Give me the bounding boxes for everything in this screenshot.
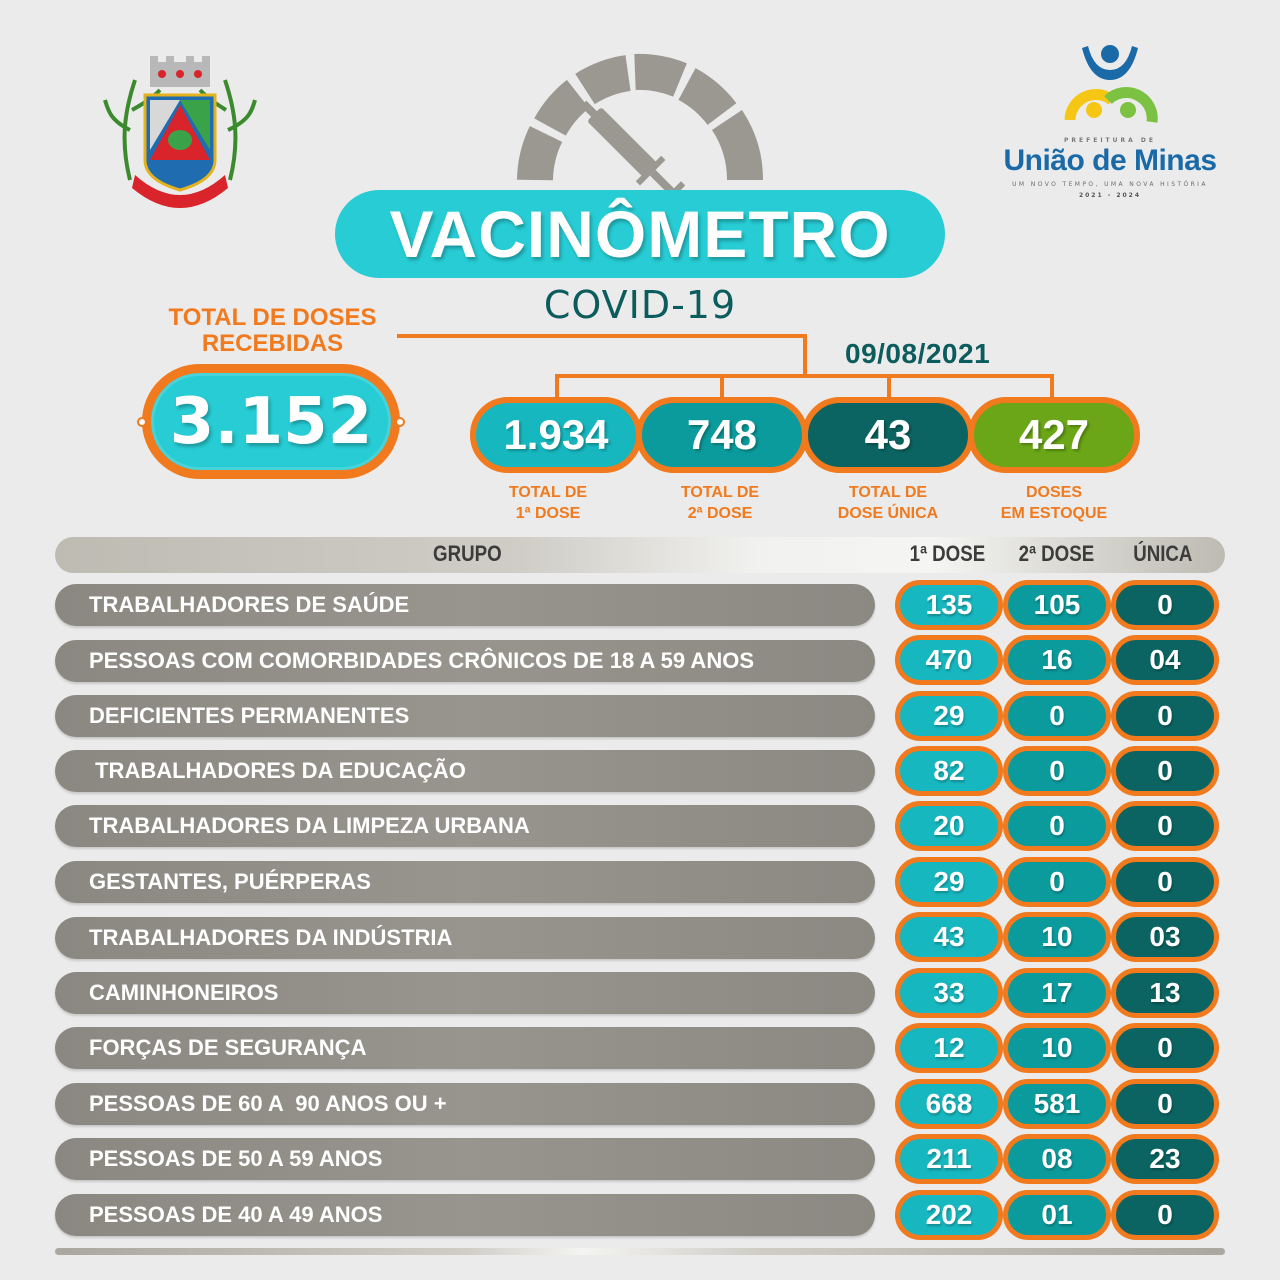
cell-dose2 [1003, 1023, 1111, 1073]
cell-value: 202 [925, 1199, 973, 1230]
cell-value: 0 [1049, 810, 1065, 841]
cell-value: 43 [933, 921, 965, 952]
title-banner [335, 190, 945, 278]
cell-unica [1111, 746, 1219, 796]
table-row-label [55, 1138, 875, 1180]
prefeitura-logo [990, 40, 1230, 200]
cell-value: 211 [926, 1143, 972, 1174]
cell-dose1 [895, 1023, 1003, 1073]
cell-dose2 [1003, 635, 1111, 685]
cell-value: 29 [933, 866, 965, 897]
stat-label-line1: DOSES [1025, 484, 1082, 501]
grupo-name: PESSOAS DE 50 A 59 ANOS [89, 1146, 383, 1171]
grupo-name: TRABALHADORES DA INDÚSTRIA [89, 925, 453, 950]
logo-slogan: UM NOVO TEMPO, UMA NOVA HISTÓRIA [1012, 181, 1208, 188]
connector-line [720, 374, 724, 399]
cell-value: 470 [925, 644, 973, 675]
cell-value: 17 [1041, 977, 1073, 1008]
cell-unica [1111, 635, 1219, 685]
grupo-name: GESTANTES, PUÉRPERAS [89, 869, 371, 894]
logo-years: 2021 - 2024 [1078, 192, 1142, 199]
table-row-label [55, 917, 875, 959]
cell-dose2 [1003, 580, 1111, 630]
stat-label-line1: TOTAL DE [848, 484, 928, 501]
stat-label-single-dose [802, 482, 974, 524]
column-header-unica: ÚNICA [1133, 541, 1193, 566]
stat-label-line2: 1ª DOSE [515, 505, 581, 522]
cell-value: 105 [1033, 589, 1081, 620]
stat-value: 427 [1018, 411, 1090, 458]
table-row-label [55, 640, 875, 682]
stat-label-line2: DOSE ÚNICA [837, 505, 939, 522]
cell-unica [1111, 912, 1219, 962]
stat-second-dose [636, 397, 808, 473]
page-subtitle: COVID-19 [543, 283, 737, 327]
cell-unica [1111, 1079, 1219, 1129]
column-header-dose2: 2ª DOSE [1018, 541, 1095, 566]
cell-unica [1111, 857, 1219, 907]
cell-value: 0 [1157, 810, 1173, 841]
stat-single-dose [802, 397, 974, 473]
cell-unica [1111, 1190, 1219, 1240]
table-header [55, 537, 1225, 573]
stat-label-line1: TOTAL DE [508, 484, 588, 501]
connector-line [1050, 374, 1054, 399]
cell-dose1 [895, 1079, 1003, 1129]
cell-value: 0 [1157, 589, 1173, 620]
cell-value: 01 [1041, 1199, 1073, 1230]
table-row-label [55, 750, 875, 792]
stat-label-stock [968, 482, 1140, 524]
cell-value: 08 [1041, 1143, 1073, 1174]
cell-unica [1111, 691, 1219, 741]
grupo-name: PESSOAS COM COMORBIDADES CRÔNICOS DE 18 A 59 ANOS [89, 648, 754, 673]
stat-value: 748 [686, 411, 758, 458]
logo-prefix: PREFEITURA DE [1064, 137, 1156, 144]
cell-unica [1111, 1023, 1219, 1073]
cell-value: 0 [1157, 866, 1173, 897]
cell-value: 10 [1041, 921, 1073, 952]
cell-dose2 [1003, 691, 1111, 741]
stat-label-first-dose [462, 482, 634, 524]
cell-dose2 [1003, 746, 1111, 796]
footer-divider [55, 1248, 1225, 1255]
connector-line [555, 374, 1052, 378]
cell-dose1 [895, 1190, 1003, 1240]
total-label-line1: TOTAL DE DOSES [168, 304, 377, 331]
cell-dose1 [895, 580, 1003, 630]
table-row-label [55, 805, 875, 847]
stat-value: 1.934 [503, 411, 609, 458]
stat-label-second-dose [634, 482, 806, 524]
total-doses-pill [142, 364, 400, 479]
connector-line [397, 334, 805, 338]
cell-unica [1111, 801, 1219, 851]
cell-dose1 [895, 635, 1003, 685]
cell-unica [1111, 580, 1219, 630]
table-row-label [55, 584, 875, 626]
table-row-label [55, 972, 875, 1014]
cell-value: 16 [1041, 644, 1073, 675]
table-row-label [55, 1194, 875, 1236]
cell-value: 10 [1041, 1032, 1073, 1063]
cell-dose1 [895, 857, 1003, 907]
stat-label-line2: 2ª DOSE [687, 505, 753, 522]
table-row-label [55, 861, 875, 903]
cell-value: 13 [1149, 977, 1181, 1008]
grupo-name: PESSOAS DE 60 A 90 ANOS OU + [89, 1091, 447, 1116]
cell-value: 23 [1149, 1143, 1181, 1174]
connector-line [887, 374, 891, 399]
total-doses-value: 3.152 [169, 384, 373, 459]
page-title: VACINÔMETRO [389, 197, 891, 271]
cell-dose2 [1003, 1079, 1111, 1129]
connector-line [555, 374, 559, 399]
grupo-name: DEFICIENTES PERMANENTES [89, 703, 410, 728]
grupo-name: TRABALHADORES DA LIMPEZA URBANA [89, 813, 530, 838]
cell-value: 0 [1157, 755, 1173, 786]
cell-value: 0 [1049, 866, 1065, 897]
cell-value: 03 [1149, 921, 1181, 952]
table-row-label [55, 1083, 875, 1125]
column-header-dose1: 1ª DOSE [909, 541, 986, 566]
cell-value: 82 [933, 755, 965, 786]
stat-value: 43 [864, 411, 912, 458]
cell-dose2 [1003, 857, 1111, 907]
stat-label-line2: EM ESTOQUE [1000, 505, 1108, 522]
cell-dose2 [1003, 912, 1111, 962]
cell-value: 0 [1157, 700, 1173, 731]
cell-value: 0 [1157, 1088, 1173, 1119]
table-row-label [55, 695, 875, 737]
stat-first-dose [470, 397, 642, 473]
cell-unica [1111, 1134, 1219, 1184]
cell-unica [1111, 968, 1219, 1018]
grupo-name: PESSOAS DE 40 A 49 ANOS [89, 1202, 383, 1227]
cell-dose2 [1003, 1190, 1111, 1240]
connector-dot [395, 417, 405, 427]
prefeitura-logo-icon [1060, 40, 1160, 135]
cell-value: 135 [925, 589, 973, 620]
cell-dose1 [895, 801, 1003, 851]
coat-of-arms-icon [100, 50, 260, 210]
column-header-grupo: GRUPO [433, 541, 502, 566]
cell-dose1 [895, 691, 1003, 741]
cell-value: 04 [1149, 644, 1181, 675]
cell-dose1 [895, 1134, 1003, 1184]
cell-value: 581 [1033, 1088, 1081, 1119]
total-label-line2: RECEBIDAS [201, 330, 344, 357]
connector-dot [137, 417, 147, 427]
cell-dose1 [895, 746, 1003, 796]
grupo-name: TRABALHADORES DA EDUCAÇÃO [89, 758, 466, 783]
stat-stock [968, 397, 1140, 473]
grupo-name: CAMINHONEIROS [89, 980, 279, 1005]
total-doses-label [140, 305, 405, 357]
cell-value: 33 [933, 977, 965, 1008]
cell-value: 0 [1157, 1032, 1173, 1063]
grupo-name: TRABALHADORES DE SAÚDE [89, 592, 410, 617]
cell-dose2 [1003, 968, 1111, 1018]
table-row-label [55, 1027, 875, 1069]
logo-name: União de Minas [1003, 144, 1217, 177]
grupo-name: FORÇAS DE SEGURANÇA [89, 1035, 367, 1060]
report-date: 09/08/2021 [845, 338, 991, 369]
stat-label-line1: TOTAL DE [680, 484, 760, 501]
cell-value: 12 [933, 1032, 965, 1063]
cell-dose1 [895, 968, 1003, 1018]
cell-value: 0 [1049, 755, 1065, 786]
cell-value: 20 [933, 810, 965, 841]
connector-line [803, 334, 807, 376]
cell-value: 0 [1049, 700, 1065, 731]
cell-dose2 [1003, 801, 1111, 851]
cell-value: 29 [933, 700, 965, 731]
cell-value: 0 [1157, 1199, 1173, 1230]
cell-dose2 [1003, 1134, 1111, 1184]
cell-value: 668 [925, 1088, 973, 1119]
cell-dose1 [895, 912, 1003, 962]
